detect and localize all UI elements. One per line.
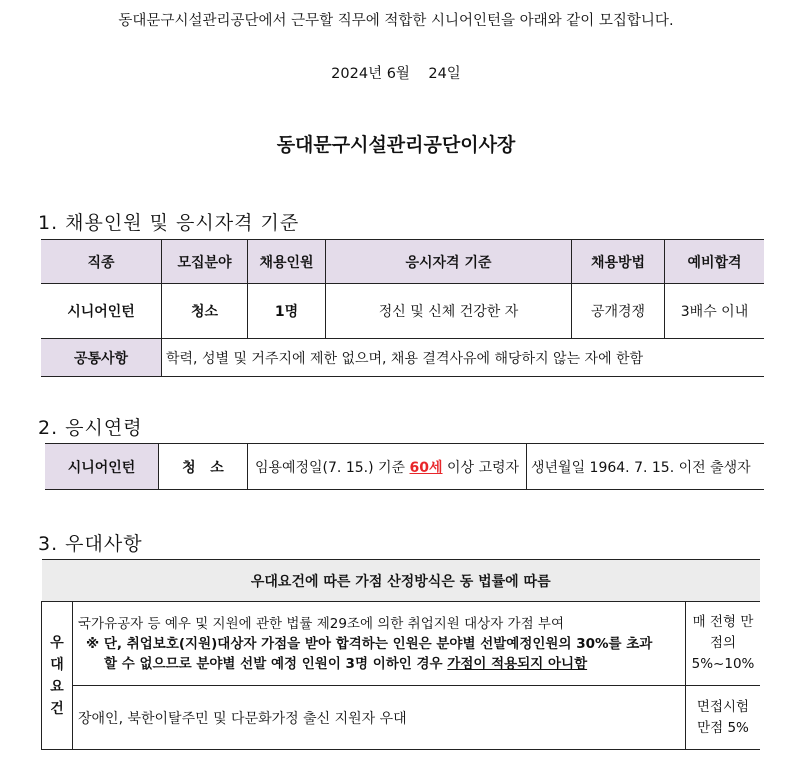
header-method: 채용방법 — [572, 240, 665, 284]
cell-job: 시니어인턴 — [41, 284, 162, 339]
row1-score: 매 전형 만점의 5%~10% — [686, 602, 761, 686]
section3-title: 3. 우대사항 — [38, 533, 143, 555]
cell-qualification: 정신 및 신체 건강한 자 — [326, 284, 572, 339]
row1-note-a: ※ 단, 취업보호(지원)대상자 가점을 받아 합격하는 인원은 분야별 선발예정인원의 30%를 초과 — [86, 635, 653, 652]
notice-date: 2024년 6월 24일 — [331, 66, 461, 82]
cell-method: 공개경쟁 — [572, 284, 665, 339]
row1-note-c: 가점이 적용되지 아니함 — [447, 655, 588, 672]
header-reserve: 예비합격 — [665, 240, 765, 284]
header-field: 모집분야 — [162, 240, 248, 284]
preference-row2: 장애인, 북한이탈주민 및 다문화가정 출신 지원자 우대 — [73, 686, 686, 750]
common-label: 공통사항 — [41, 339, 162, 377]
age-job: 시니어인턴 — [45, 444, 159, 490]
row1-line1: 국가유공자 등 예우 및 지원에 관한 법률 제29조에 의한 취업지원 대상자 가점 부여 — [78, 615, 564, 632]
common-text: 학력, 성별 및 거주지에 제한 없으며, 채용 결격사유에 해당하지 않는 자에 한함 — [162, 339, 765, 377]
row2-score: 면접시험 만점 5% — [686, 686, 761, 750]
preference-header: 우대요건에 따른 가점 산정방식은 동 법률에 따름 — [42, 560, 761, 602]
header-headcount: 채용인원 — [248, 240, 326, 284]
cell-reserve: 3배수 이내 — [665, 284, 765, 339]
header-job: 직종 — [41, 240, 162, 284]
section2-title: 2. 응시연령 — [38, 417, 143, 439]
age-highlight: 60세 — [409, 459, 443, 476]
cell-headcount: 1명 — [248, 284, 326, 339]
section1-title: 1. 채용인원 및 응시자격 기준 — [38, 212, 300, 234]
age-table — [45, 443, 764, 490]
age-field: 청 소 — [159, 444, 248, 490]
signature: 동대문구시설관리공단이사장 — [276, 134, 516, 156]
row1-note-b-text: 할 수 없으므로 분야별 선발 예정 인원이 3명 이하인 경우 — [104, 655, 448, 672]
birth-criteria: 생년월일 1964. 7. 15. 이전 출생자 — [527, 444, 765, 490]
preference-table — [41, 559, 760, 750]
age-criteria — [248, 444, 527, 490]
recruitment-table — [41, 239, 764, 377]
cell-field: 청소 — [162, 284, 248, 339]
age-prefix: 임용예정일(7. 15.) 기준 — [254, 459, 410, 476]
row1-note-b — [78, 654, 680, 674]
preference-side-label: 우대 요건 — [42, 602, 73, 750]
preference-row1 — [73, 602, 686, 686]
intro-text: 동대문구시설관리공단에서 근무할 직무에 적합한 시니어인턴을 아래와 같이 모집합니다. — [118, 13, 674, 29]
header-qualification: 응시자격 기준 — [326, 240, 572, 284]
age-suffix: 이상 고령자 — [442, 459, 520, 476]
